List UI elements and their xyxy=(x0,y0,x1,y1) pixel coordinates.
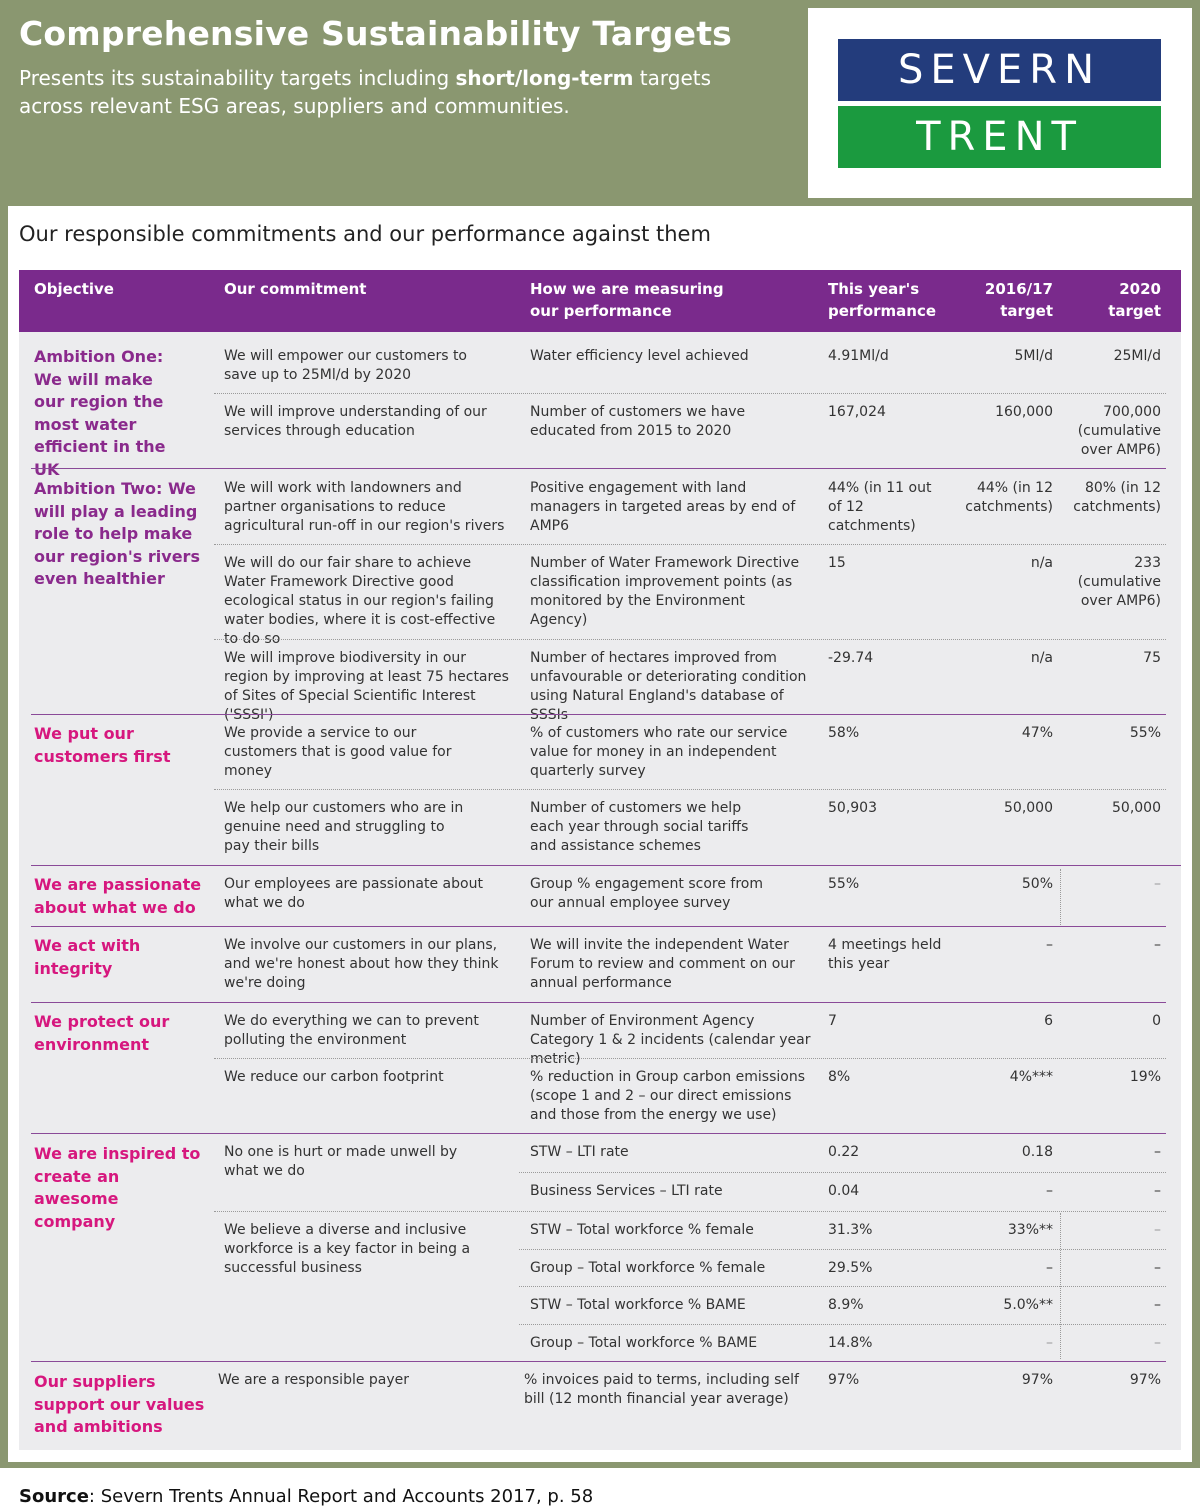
measure-cell: % invoices paid to terms, including self bill (12 month financial year average) xyxy=(524,1372,799,1407)
objective-awesome-company: We are inspired to create an awesome company xyxy=(34,1144,201,1231)
target-2020-cell: 25Ml/d xyxy=(1113,348,1161,364)
commitment-cell: We will empower our customers to save up to 25Ml/d by 2020 xyxy=(224,348,467,383)
measure-cell: Group – Total workforce % BAME xyxy=(530,1335,758,1351)
measure-cell: Number of Environment Agency Category 1 & 2 incidents (calendar year metric) xyxy=(530,1013,811,1067)
target-2020-cell: 75 xyxy=(1143,650,1161,666)
col-this-year: This year's performance xyxy=(828,280,937,320)
objective-environment: We protect our environment xyxy=(34,1012,170,1054)
section-divider xyxy=(31,865,1181,866)
measure-cell: Positive engagement with land managers in targeted areas by end of AMP6 xyxy=(530,480,796,534)
target-2016-cell: n/a xyxy=(1030,650,1053,666)
column-divider xyxy=(1060,1213,1061,1359)
commitment-cell: We involve our customers in our plans, and we're honest about how they think we're doing xyxy=(224,937,499,991)
banner-title: Comprehensive Sustainability Targets xyxy=(19,14,733,53)
target-2020-cell: 80% (in 12 catchments) xyxy=(1073,480,1161,515)
target-2016-cell: 50% xyxy=(1021,876,1053,892)
this-year-cell: -29.74 xyxy=(828,650,874,666)
source-note xyxy=(19,1486,593,1507)
row-divider xyxy=(519,1286,1166,1287)
this-year-cell: 0.22 xyxy=(828,1144,860,1160)
measure-cell: Group – Total workforce % female xyxy=(530,1260,766,1276)
target-2016-cell: n/a xyxy=(1030,555,1053,571)
target-2020-cell: – xyxy=(1154,1144,1161,1160)
target-2016-cell: 50,000 xyxy=(1004,800,1053,816)
commitment-cell: We do everything we can to prevent polluting the environment xyxy=(224,1013,479,1048)
this-year-cell: 7 xyxy=(828,1013,837,1029)
target-2020-cell: 700,000 (cumulative over AMP6) xyxy=(1077,404,1161,458)
commitment-cell: We will improve biodiversity in our region by improving at least 75 hectares of Sites of Special Scientific Interest ('SSSI') xyxy=(224,650,509,723)
commitment-cell: Our employees are passionate about what we do xyxy=(224,876,483,911)
this-year-cell: 167,024 xyxy=(828,404,886,420)
this-year-cell: 55% xyxy=(828,876,860,892)
commitment-cell: We will do our fair share to achieve Water Framework Directive good ecological status in our region's failing water bodies, where it is cost-effective to do so xyxy=(224,555,496,647)
row-divider xyxy=(214,544,1166,545)
objective-customers-first: We put our customers first xyxy=(34,724,171,766)
panel-heading: Our responsible commitments and our performance against them xyxy=(19,222,711,246)
commitment-cell: We are a responsible payer xyxy=(218,1372,410,1388)
this-year-cell: 8.9% xyxy=(828,1297,864,1313)
target-2016-cell: 5Ml/d xyxy=(1014,348,1053,364)
table-header xyxy=(19,270,1181,332)
row-divider xyxy=(519,1324,1166,1325)
target-2016-cell: – xyxy=(1046,937,1053,953)
col-target-2016: 2016/17 target xyxy=(984,280,1053,320)
target-2016-cell: 33%** xyxy=(1007,1222,1053,1238)
this-year-cell: 58% xyxy=(828,725,860,741)
objective-passionate: We are passionate about what we do xyxy=(34,875,202,917)
target-2016-cell: 6 xyxy=(1044,1013,1053,1029)
measure-cell: Number of customers we have educated from 2015 to 2020 xyxy=(530,404,746,439)
this-year-cell: 29.5% xyxy=(828,1260,873,1276)
banner-subtitle xyxy=(19,64,779,120)
target-2016-cell: 44% (in 12 catchments) xyxy=(965,480,1053,515)
column-divider xyxy=(1060,869,1061,925)
row-divider xyxy=(214,393,1166,394)
target-2016-cell: – xyxy=(1046,1335,1053,1351)
logo-line-trent: TRENT xyxy=(838,106,1161,168)
this-year-cell: 4.91Ml/d xyxy=(828,348,889,364)
objective-ambition-two: Ambition Two: We will play a leading role to help make our region's rivers even healthier xyxy=(34,479,200,588)
measure-cell: We will invite the independent Water Forum to review and comment on our annual performance xyxy=(530,937,795,991)
target-2020-cell: 233 (cumulative over AMP6) xyxy=(1077,555,1161,609)
this-year-cell: 14.8% xyxy=(828,1335,873,1351)
target-2020-cell: – xyxy=(1154,876,1161,892)
target-2020-cell: – xyxy=(1154,1260,1161,1276)
col-objective: Objective xyxy=(34,280,114,298)
this-year-cell: 31.3% xyxy=(828,1222,873,1238)
target-2016-cell: – xyxy=(1046,1260,1053,1276)
target-2020-cell: – xyxy=(1154,1297,1161,1313)
commitments-panel xyxy=(8,206,1192,1462)
section-divider xyxy=(31,1361,1166,1362)
commitment-cell: We reduce our carbon footprint xyxy=(224,1069,444,1085)
commitment-cell: We will improve understanding of our services through education xyxy=(224,404,487,439)
table-body xyxy=(19,332,1181,1450)
objective-ambition-one: Ambition One: We will make our region the most water efficient in the UK xyxy=(34,347,166,479)
this-year-cell: 44% (in 11 out of 12 catchments) xyxy=(828,480,932,534)
subtitle-text: Presents its sustainability targets including xyxy=(19,66,456,90)
commitment-cell: We believe a diverse and inclusive workforce is a key factor in being a successful business xyxy=(224,1222,471,1276)
target-2020-cell: 19% xyxy=(1129,1069,1161,1085)
subtitle-bold: short/long-term xyxy=(455,66,634,90)
commitment-cell: We provide a service to our customers that is good value for money xyxy=(224,725,452,779)
row-divider xyxy=(214,789,1166,790)
row-divider xyxy=(214,1058,1166,1059)
target-2020-cell: – xyxy=(1154,937,1161,953)
row-divider xyxy=(519,1172,1166,1173)
this-year-cell: 8% xyxy=(828,1069,851,1085)
section-divider xyxy=(31,714,1166,715)
target-2016-cell: 4%*** xyxy=(1009,1069,1053,1085)
measure-cell: STW – Total workforce % female xyxy=(530,1222,754,1238)
col-commitment: Our commitment xyxy=(224,280,367,298)
source-label: Source xyxy=(19,1486,89,1507)
target-2020-cell: – xyxy=(1154,1335,1161,1351)
this-year-cell: 97% xyxy=(828,1372,860,1388)
subtitle-text-end: targets across relevant ESG areas, suppliers and communities. xyxy=(19,66,712,118)
target-2020-cell: 50,000 xyxy=(1112,800,1161,816)
section-divider xyxy=(31,1002,1166,1003)
col-target-2020: 2020 target xyxy=(1108,280,1161,320)
measure-cell: STW – LTI rate xyxy=(530,1144,629,1160)
this-year-cell: 4 meetings held this year xyxy=(828,937,942,972)
objective-suppliers: Our suppliers support our values and ambitions xyxy=(34,1372,205,1436)
commitment-cell: We help our customers who are in genuine need and struggling to pay their bills xyxy=(224,800,464,854)
logo-line-severn: SEVERN xyxy=(838,39,1161,101)
target-2020-cell: 55% xyxy=(1129,725,1161,741)
target-2016-cell: 47% xyxy=(1021,725,1053,741)
measure-cell: Number of hectares improved from unfavourable or deteriorating condition using Natural England's database of SSSIs xyxy=(530,650,807,723)
target-2016-cell: 5.0%** xyxy=(1003,1297,1053,1313)
measure-cell: Business Services – LTI rate xyxy=(530,1183,723,1199)
target-2020-cell: – xyxy=(1154,1183,1161,1199)
row-divider xyxy=(214,1211,1166,1212)
measure-cell: Number of Water Framework Directive classification improvement points (as monitored by the Environment Agency) xyxy=(530,555,800,628)
row-divider xyxy=(519,1249,1166,1250)
measure-cell: STW – Total workforce % BAME xyxy=(530,1297,746,1313)
measure-cell: Water efficiency level achieved xyxy=(530,348,749,364)
objective-integrity: We act with integrity xyxy=(34,936,141,978)
commitment-cell: We will work with landowners and partner organisations to reduce agricultural run-off in our region's rivers xyxy=(224,480,505,534)
target-2016-cell: 0.18 xyxy=(1021,1144,1053,1160)
severn-trent-logo xyxy=(808,8,1192,198)
target-2020-cell: 0 xyxy=(1152,1013,1161,1029)
target-2016-cell: 97% xyxy=(1021,1372,1053,1388)
target-2016-cell: 160,000 xyxy=(995,404,1053,420)
this-year-cell: 15 xyxy=(828,555,846,571)
source-text: : Severn Trents Annual Report and Accounts 2017, p. 58 xyxy=(88,1486,594,1507)
section-divider xyxy=(31,926,1166,927)
section-divider xyxy=(31,1133,1166,1134)
row-divider xyxy=(214,639,1166,640)
section-divider xyxy=(31,468,1166,469)
commitment-cell: No one is hurt or made unwell by what we do xyxy=(224,1144,458,1179)
this-year-cell: 50,903 xyxy=(828,800,877,816)
measure-cell: Group % engagement score from our annual employee survey xyxy=(530,876,763,911)
col-measure: How we are measuring our performance xyxy=(530,280,724,320)
target-2016-cell: – xyxy=(1046,1183,1053,1199)
measure-cell: % of customers who rate our service value for money in an independent quarterly survey xyxy=(530,725,788,779)
this-year-cell: 0.04 xyxy=(828,1183,860,1199)
measure-cell: % reduction in Group carbon emissions (scope 1 and 2 – our direct emissions and those from the energy we use) xyxy=(530,1069,805,1123)
measure-cell: Number of customers we help each year through social tariffs and assistance schemes xyxy=(530,800,749,854)
target-2020-cell: 97% xyxy=(1129,1372,1161,1388)
target-2020-cell: – xyxy=(1154,1222,1161,1238)
